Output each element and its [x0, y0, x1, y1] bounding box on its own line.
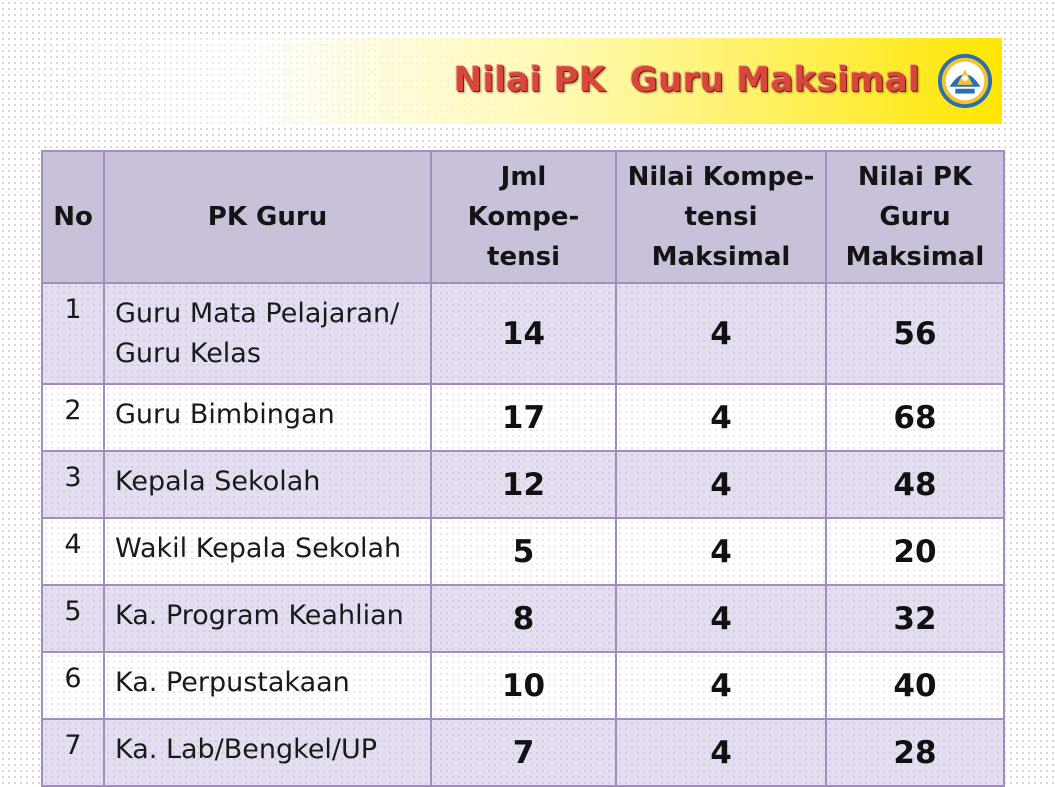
- page-title: Nilai PK Guru Maksimal: [453, 60, 920, 100]
- header-line: Guru: [879, 202, 951, 232]
- cell-nilai-pk: 32: [826, 585, 1004, 652]
- pk-table-container: [41, 150, 1003, 787]
- cell-pk-guru: [104, 585, 431, 652]
- header-jml-kompetensi: [431, 151, 616, 283]
- header-row: [42, 151, 1004, 283]
- pk-guru-line: Guru Bimbingan: [115, 399, 335, 430]
- cell-jml-kompetensi: 8: [431, 585, 616, 652]
- pk-guru-line: Wakil Kepala Sekolah: [115, 533, 402, 564]
- cell-pk-guru: [104, 719, 431, 786]
- cell-nilai-kompetensi: 4: [616, 652, 826, 719]
- cell-nilai-pk: 48: [826, 451, 1004, 518]
- cell-jml-kompetensi: 14: [431, 283, 616, 384]
- header-line: No: [53, 202, 93, 232]
- cell-no: 3: [42, 451, 104, 518]
- cell-no: 5: [42, 585, 104, 652]
- table-body: [42, 283, 1004, 786]
- cell-no: 1: [42, 283, 104, 384]
- pk-guru-line: Guru Kelas: [115, 338, 261, 369]
- cell-jml-kompetensi: 10: [431, 652, 616, 719]
- header-line: Jml: [500, 162, 547, 192]
- header-line: tensi: [684, 202, 758, 232]
- cell-nilai-pk: 28: [826, 719, 1004, 786]
- table-row: [42, 585, 1004, 652]
- pk-guru-table: [41, 150, 1005, 787]
- table-row: [42, 384, 1004, 451]
- tut-wuri-handayani-emblem-icon: [936, 52, 994, 110]
- header-nilai-kompetensi-maksimal: [616, 151, 826, 283]
- pk-guru-line: Guru Mata Pelajaran/: [115, 298, 400, 329]
- cell-nilai-kompetensi: 4: [616, 719, 826, 786]
- header-line: tensi: [487, 242, 560, 272]
- cell-no: 7: [42, 719, 104, 786]
- cell-nilai-pk: 40: [826, 652, 1004, 719]
- pk-guru-line: Ka. Lab/Bengkel/UP: [115, 734, 378, 765]
- cell-jml-kompetensi: 17: [431, 384, 616, 451]
- header-pk-guru: [104, 151, 431, 283]
- cell-jml-kompetensi: 12: [431, 451, 616, 518]
- pk-guru-line: Ka. Perpustakaan: [115, 667, 350, 698]
- cell-nilai-kompetensi: 4: [616, 585, 826, 652]
- cell-pk-guru: [104, 652, 431, 719]
- cell-no: 6: [42, 652, 104, 719]
- table-row: [42, 451, 1004, 518]
- pk-guru-line: Ka. Program Keahlian: [115, 600, 404, 631]
- cell-nilai-kompetensi: 4: [616, 384, 826, 451]
- header-line: PK Guru: [207, 202, 328, 232]
- cell-pk-guru: [104, 451, 431, 518]
- header-line: Nilai PK: [857, 162, 973, 192]
- table-row: [42, 652, 1004, 719]
- cell-no: 2: [42, 384, 104, 451]
- table-header: [42, 151, 1004, 283]
- table-row: [42, 719, 1004, 786]
- cell-no: 4: [42, 518, 104, 585]
- pk-guru-line: Kepala Sekolah: [115, 466, 321, 497]
- header-nilai-pk-guru-maksimal: [826, 151, 1004, 283]
- header-line: Maksimal: [845, 242, 985, 272]
- cell-nilai-pk: 56: [826, 283, 1004, 384]
- header-no: [42, 151, 104, 283]
- table-row: [42, 283, 1004, 384]
- cell-pk-guru: [104, 283, 431, 384]
- header-line: Kompe-: [467, 202, 580, 232]
- cell-nilai-kompetensi: 4: [616, 451, 826, 518]
- cell-nilai-pk: 68: [826, 384, 1004, 451]
- title-banner: [36, 38, 1002, 124]
- cell-jml-kompetensi: 7: [431, 719, 616, 786]
- header-line: Maksimal: [651, 242, 791, 272]
- cell-nilai-pk: 20: [826, 518, 1004, 585]
- cell-pk-guru: [104, 518, 431, 585]
- table-row: [42, 518, 1004, 585]
- cell-jml-kompetensi: 5: [431, 518, 616, 585]
- header-line: Nilai Kompe-: [627, 162, 815, 192]
- cell-nilai-kompetensi: 4: [616, 283, 826, 384]
- cell-nilai-kompetensi: 4: [616, 518, 826, 585]
- cell-pk-guru: [104, 384, 431, 451]
